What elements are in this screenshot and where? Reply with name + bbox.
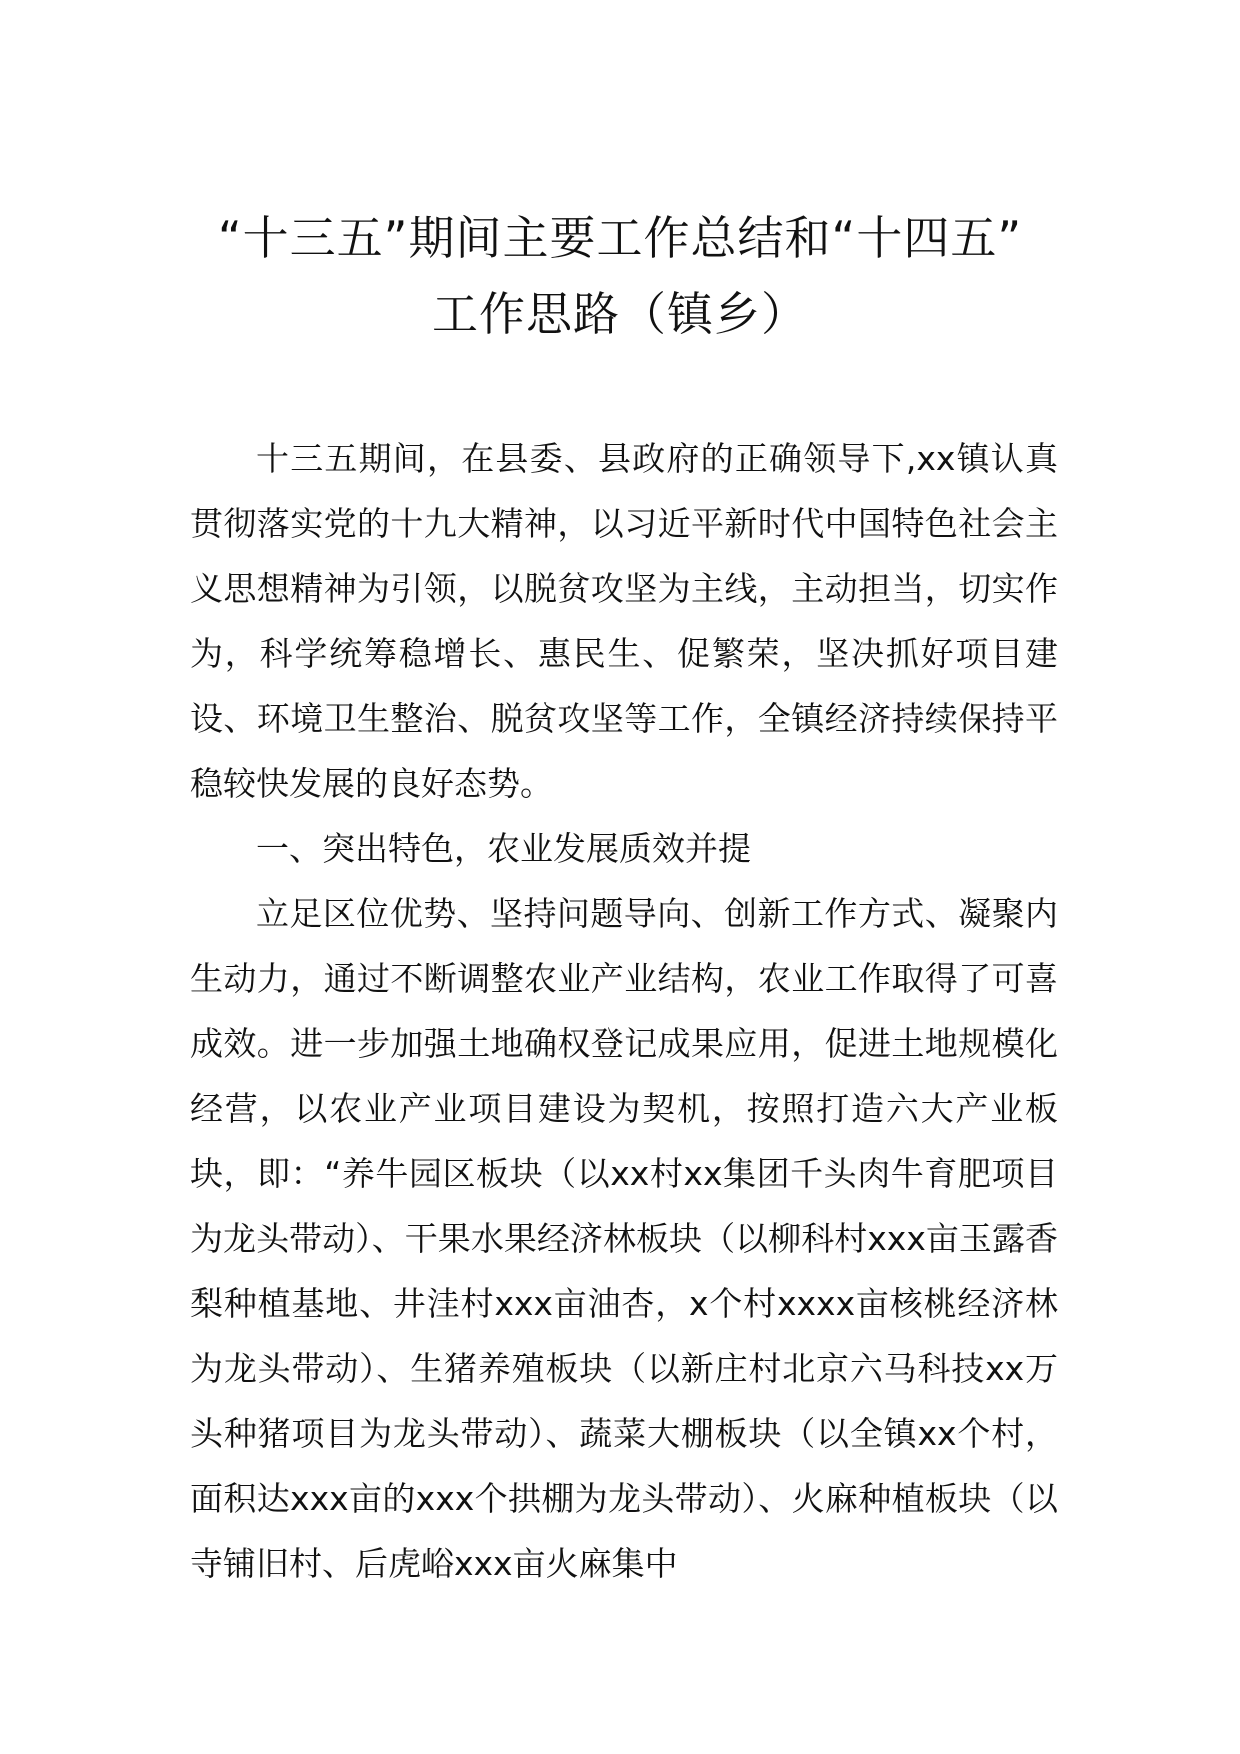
section-heading-1: 一、突出特色，农业发展质效并提: [256, 829, 751, 868]
title-line-1: “十三五”期间主要工作总结和“十四五”: [217, 211, 1023, 265]
title-line-2: 工作思路（镇乡）: [432, 287, 808, 341]
document-title: [150, 200, 1090, 352]
intro-paragraph: 十三五期间，在县委、县政府的正确领导下,xx镇认真贯彻落实党的十九大精神，以习近平新时代中国特色社会主义思想精神为引领，以脱贫攻坚为主线，主动担当，切实作为，科学统筹稳增长、惠民生、促繁荣，坚决抓好项目建设、环境卫生整治、脱贫攻坚等工作，全镇经济持续保持平稳较快发展的良好态势。: [190, 439, 1058, 803]
document-body: [190, 426, 1058, 1596]
section-1-paragraph: 立足区位优势、坚持问题导向、创新工作方式、凝聚内生动力，通过不断调整农业产业结构，农业工作取得了可喜成效。进一步加强土地确权登记成果应用，促进土地规模化经营，以农业产业项目建设为契机，按照打造六大产业板块，即：“养牛园区板块（以xx村xx集团千头肉牛育肥项目为龙头带动）、干果水果经济林板块（以柳科村xxx亩玉露香梨种植基地、井洼村xxx亩油杏，x个村xxxx亩核桃经济林为龙头带动）、生猪养殖板块（以新庄村北京六马科技xx万头种猪项目为龙头带动）、蔬菜大棚板块（以全镇xx个村，面积达xxx亩的xxx个拱棚为龙头带动）、火麻种植板块（以寺铺旧村、后虎峪xxx亩火麻集中: [190, 894, 1058, 1583]
